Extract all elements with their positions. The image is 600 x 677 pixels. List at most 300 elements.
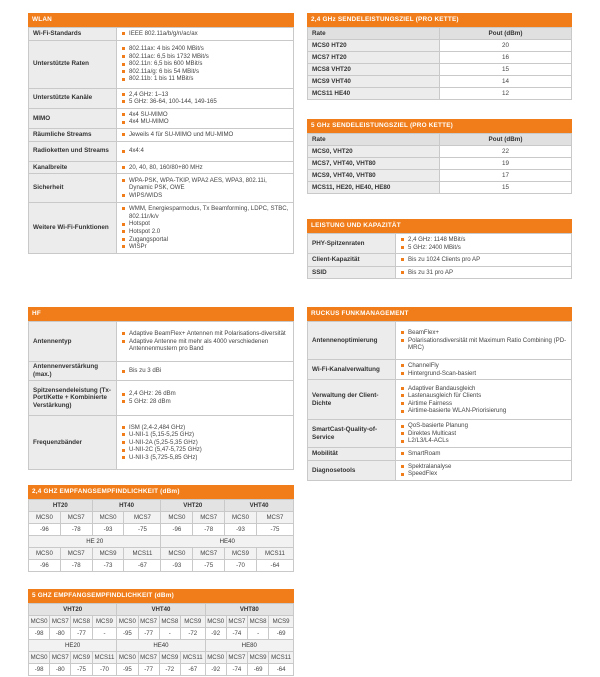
- rx-group-label: HT20: [29, 500, 93, 512]
- spec-label: Mobilität: [308, 448, 396, 461]
- rx-value-row: [29, 524, 294, 536]
- spec-item: 4x4 SU-MIMO: [121, 111, 289, 119]
- rx-mcs: MCS0: [29, 652, 50, 664]
- spec-item: 2,4 GHz: 1–13: [121, 91, 289, 99]
- tx-pout: 19: [440, 158, 572, 170]
- tx24-header: 2,4 GHz SENDELEISTUNGSZIEL (PRO KETTE): [307, 13, 572, 27]
- spec-label: SmartCast-Quality-of-Service: [308, 420, 396, 448]
- rx-mcs: MCS0: [161, 512, 193, 524]
- tx-pout: 12: [440, 88, 572, 100]
- rx5-header: 5 GHZ EMPFANGSEMPFINDLICHKEIT (dBm): [28, 589, 294, 603]
- hf-table: [28, 321, 294, 470]
- rx-mcs: MCS7: [60, 548, 92, 560]
- rx-value: -77: [71, 628, 92, 640]
- rx-group-label: HE40: [117, 640, 205, 652]
- rx-value: -64: [269, 664, 294, 676]
- perf-header: LEISTUNG UND KAPAZITÄT: [307, 219, 572, 233]
- tx-rate: MCS11 HE40: [308, 88, 440, 100]
- spec-list: [400, 329, 567, 352]
- spec-list: [121, 367, 289, 375]
- spec-value: [117, 203, 294, 254]
- spec-value: [117, 108, 294, 128]
- rx-group-label: HE 20: [29, 536, 161, 548]
- tx-pout: 20: [440, 40, 572, 52]
- rx-mcs: MCS11: [269, 652, 294, 664]
- rx-mcs: MCS11: [92, 652, 117, 664]
- tx-row: [308, 64, 572, 76]
- rx-group-row: [29, 500, 294, 512]
- spec-item: 2,4 GHz: 26 dBm: [121, 390, 289, 398]
- spec-label: Sicherheit: [29, 174, 117, 203]
- rx5-section: [28, 589, 294, 676]
- rx5-table: [28, 603, 294, 676]
- spec-value: [396, 254, 572, 267]
- spec-row: [29, 416, 294, 470]
- spec-row: [29, 322, 294, 362]
- hf-header: HF: [28, 307, 294, 321]
- rx-group-label: VHT80: [205, 604, 293, 616]
- tx-row: [308, 170, 572, 182]
- rx-mcs: MCS8: [248, 616, 269, 628]
- rx-mcs: MCS7: [138, 616, 159, 628]
- spec-item: Adaptive Antenne mit mehr als 4000 verschiedenen Antennenmustern pro Band: [121, 338, 289, 353]
- rx-value: -96: [29, 560, 61, 572]
- tx-pout: 15: [440, 182, 572, 194]
- rx-mcs-row: [29, 512, 294, 524]
- spec-list: [121, 390, 289, 405]
- rx-value: -74: [226, 664, 247, 676]
- spec-item: BeamFlex+: [400, 329, 567, 337]
- rx-value: -74: [226, 628, 247, 640]
- spec-row: [29, 362, 294, 381]
- rx-value: -96: [29, 524, 61, 536]
- spec-list: [400, 269, 567, 277]
- rx-mcs-row: [29, 548, 294, 560]
- spec-list: [400, 463, 567, 478]
- spec-row: [308, 360, 572, 380]
- spec-row: [308, 234, 572, 254]
- rx-mcs: MCS7: [226, 616, 247, 628]
- spec-item: Airtime-basierte WLAN-Priorisierung: [400, 407, 567, 415]
- rx-mcs: MCS0: [205, 616, 226, 628]
- tx-pout: 16: [440, 52, 572, 64]
- rx-mcs: MCS0: [29, 512, 61, 524]
- rx-value: -93: [225, 524, 257, 536]
- rx-mcs: MCS11: [256, 548, 293, 560]
- spec-item: Bis zu 1024 Clients pro AP: [400, 256, 567, 264]
- spec-label: Frequenzbänder: [29, 416, 117, 470]
- spec-list: [121, 424, 289, 462]
- spec-list: [121, 30, 289, 38]
- perf-table: [307, 233, 572, 279]
- spec-value: [396, 266, 572, 279]
- spec-value: [396, 234, 572, 254]
- rx-value: -69: [269, 628, 294, 640]
- spec-list: [121, 45, 289, 83]
- rx-mcs: MCS0: [29, 548, 61, 560]
- spec-row: [29, 28, 294, 41]
- spec-item: 4x4:4: [121, 147, 289, 155]
- rx-group-label: VHT20: [29, 604, 117, 616]
- spec-item: Hotspot 2.0: [121, 228, 289, 236]
- spec-item: Jeweils 4 für SU-MIMO und MU-MIMO: [121, 131, 289, 139]
- rx-group-row: [29, 604, 294, 616]
- spec-value: [396, 460, 572, 480]
- spec-list: [121, 330, 289, 353]
- spec-item: Adaptiver Bandausgleich: [400, 385, 567, 393]
- tx-head-pout: Pout (dBm): [440, 134, 572, 146]
- rx-mcs: MCS0: [117, 616, 138, 628]
- rx-mcs: MCS7: [193, 548, 225, 560]
- spec-row: [308, 420, 572, 448]
- spec-label: Unterstützte Raten: [29, 40, 117, 88]
- spec-label: Diagnosetools: [308, 460, 396, 480]
- spec-item: 2,4 GHz: 1148 MBit/s: [400, 236, 567, 244]
- spec-item: U-NII-1 (5,15-5,25 GHz): [121, 431, 289, 439]
- spec-label: Client-Kapazität: [308, 254, 396, 267]
- rx24-header: 2,4 GHZ EMPFANGSEMPFINDLICHKEIT (dBm): [28, 485, 294, 499]
- spec-value: [396, 380, 572, 420]
- rx-group-label: VHT40: [117, 604, 205, 616]
- spec-row: [308, 460, 572, 480]
- rx-mcs: MCS7: [256, 512, 293, 524]
- spec-value: [117, 28, 294, 41]
- rx-value: -: [248, 628, 269, 640]
- spec-value: [396, 322, 572, 360]
- spec-item: Spektralanalyse: [400, 463, 567, 471]
- spec-value: [117, 322, 294, 362]
- spec-item: Hotspot: [121, 220, 289, 228]
- rx-value: -98: [29, 628, 50, 640]
- rx-group-row: [29, 640, 294, 652]
- rx-mcs-row: [29, 652, 294, 664]
- rx-value: -77: [138, 664, 159, 676]
- spec-label: Kanalbreite: [29, 161, 117, 174]
- rx-value: -: [92, 628, 117, 640]
- spec-label: Unterstützte Kanäle: [29, 88, 117, 108]
- rx-value: -69: [248, 664, 269, 676]
- rx-value: -93: [92, 524, 124, 536]
- spec-row: [29, 381, 294, 416]
- rx-mcs: MCS0: [117, 652, 138, 664]
- rx-value: -73: [92, 560, 124, 572]
- tx24-table: [307, 27, 572, 100]
- spec-value: [396, 448, 572, 461]
- tx5-section: [307, 119, 572, 194]
- spec-row: [29, 141, 294, 161]
- tx-head: [308, 134, 572, 146]
- rx-mcs: MCS11: [180, 652, 205, 664]
- rx-mcs: MCS7: [226, 652, 247, 664]
- ruckus-header: RUCKUS FUNKMANAGEMENT: [307, 307, 572, 321]
- spec-label: Weitere Wi-Fi-Funktionen: [29, 203, 117, 254]
- spec-list: [400, 422, 567, 445]
- spec-item: WIPS/WIDS: [121, 192, 289, 200]
- spec-value: [117, 88, 294, 108]
- tx-head-row: [308, 28, 572, 40]
- spec-row: [29, 88, 294, 108]
- tx5-header: 5 GHz SENDELEISTUNGSZIEL (PRO KETTE): [307, 119, 572, 133]
- spec-item: IEEE 802.11a/b/g/n/ac/ax: [121, 30, 289, 38]
- perf-section: [307, 219, 572, 279]
- tx-rate: MCS7 HT20: [308, 52, 440, 64]
- spec-item: Airtime Fairness: [400, 400, 567, 408]
- tx-row: [308, 182, 572, 194]
- rx-mcs: MCS7: [124, 512, 161, 524]
- rx-value-row: [29, 628, 294, 640]
- spec-list: [121, 111, 289, 126]
- rx-mcs: MCS9: [92, 616, 117, 628]
- rx-mcs: MCS0: [205, 652, 226, 664]
- rx-mcs: MCS9: [159, 652, 180, 664]
- spec-item: WISPr: [121, 243, 289, 251]
- hf-section: [28, 307, 294, 470]
- spec-value: [117, 141, 294, 161]
- tx-body: [308, 146, 572, 194]
- tx-rate: MCS0, VHT20: [308, 146, 440, 158]
- spec-value: [117, 416, 294, 470]
- spec-row: [308, 266, 572, 279]
- rx-value: -67: [180, 664, 205, 676]
- rx-value: -67: [124, 560, 161, 572]
- spec-label: Antennentyp: [29, 322, 117, 362]
- tx5-table: [307, 133, 572, 194]
- rx-mcs: MCS9: [71, 652, 92, 664]
- spec-item: 20, 40, 80, 160/80+80 MHz: [121, 164, 289, 172]
- spec-value: [117, 128, 294, 141]
- spec-item: 4x4 MU-MIMO: [121, 118, 289, 126]
- rx-value: -: [159, 628, 180, 640]
- spec-list: [400, 256, 567, 264]
- spec-list: [121, 131, 289, 139]
- tx-rate: MCS11, HE20, HE40, HE80: [308, 182, 440, 194]
- spec-row: [29, 174, 294, 203]
- rx-mcs: MCS8: [71, 616, 92, 628]
- rx-mcs-row: [29, 616, 294, 628]
- tx-row: [308, 52, 572, 64]
- ruckus-section: [307, 307, 572, 481]
- rx-mcs: MCS9: [92, 548, 124, 560]
- spec-item: Bis zu 31 pro AP: [400, 269, 567, 277]
- spec-item: 802.11a/g: 6 bis 54 MBit/s: [121, 68, 289, 76]
- spec-item: U-NII-2C (5,47-5,725 GHz): [121, 446, 289, 454]
- rx-value: -93: [161, 560, 193, 572]
- spec-item: 802.11b: 1 bis 11 MBit/s: [121, 75, 289, 83]
- spec-label: Wi-Fi-Standards: [29, 28, 117, 41]
- rx-group-label: VHT40: [225, 500, 294, 512]
- spec-row: [29, 128, 294, 141]
- spec-label: PHY-Spitzenraten: [308, 234, 396, 254]
- spec-list: [121, 177, 289, 200]
- tx-head-rate: Rate: [308, 134, 440, 146]
- spec-item: ISM (2,4-2,484 GHz): [121, 424, 289, 432]
- rx-mcs: MCS0: [161, 548, 193, 560]
- spec-item: Zugangsportal: [121, 236, 289, 244]
- tx-body: [308, 40, 572, 100]
- tx-pout: 17: [440, 170, 572, 182]
- rx-value: -77: [138, 628, 159, 640]
- rx-value: -96: [161, 524, 193, 536]
- rx-mcs: MCS7: [138, 652, 159, 664]
- spec-label: Spitzensendeleistung (Tx-Port/Kette + Kombinierte Verstärkung): [29, 381, 117, 416]
- tx24-section: [307, 13, 572, 100]
- rx-mcs: MCS9: [225, 548, 257, 560]
- tx-row: [308, 76, 572, 88]
- spec-list: [400, 236, 567, 251]
- rx24-section: [28, 485, 294, 572]
- spec-label: Antennenverstärkung (max.): [29, 362, 117, 381]
- tx-row: [308, 88, 572, 100]
- rx-value: -95: [117, 664, 138, 676]
- rx-mcs: MCS7: [50, 616, 71, 628]
- spec-row: [308, 254, 572, 267]
- spec-row: [308, 448, 572, 461]
- spec-item: 802.11n: 6,5 bis 600 MBit/s: [121, 60, 289, 68]
- rx-value: -75: [124, 524, 161, 536]
- spec-item: Lastenausgleich für Clients: [400, 392, 567, 400]
- spec-label: Radioketten und Streams: [29, 141, 117, 161]
- spec-item: Polarisationsdiversität mit Maximum Ratio Combining (PD-MRC): [400, 337, 567, 352]
- rx-value: -80: [50, 664, 71, 676]
- spec-label: Räumliche Streams: [29, 128, 117, 141]
- rx-mcs: MCS0: [225, 512, 257, 524]
- rx-value-row: [29, 664, 294, 676]
- rx-mcs: MCS0: [29, 616, 50, 628]
- tx-pout: 22: [440, 146, 572, 158]
- rx-value: -95: [117, 628, 138, 640]
- spec-item: Hintergrund-Scan-basiert: [400, 370, 567, 378]
- wlan-section: [28, 13, 294, 254]
- spec-row: [308, 322, 572, 360]
- tx-row: [308, 146, 572, 158]
- spec-item: WPA-PSK, WPA-TKIP, WPA2 AES, WPA3, 802.11i, Dynamic PSK, OWE: [121, 177, 289, 192]
- rx-mcs: MCS0: [92, 512, 124, 524]
- spec-item: 5 GHz: 2400 MBit/s: [400, 244, 567, 252]
- spec-item: SmartRoam: [400, 450, 567, 458]
- rx-mcs: MCS7: [60, 512, 92, 524]
- rx-value: -78: [60, 560, 92, 572]
- rx-mcs: MCS11: [124, 548, 161, 560]
- rx-group-label: HT40: [92, 500, 161, 512]
- spec-list: [400, 385, 567, 415]
- spec-row: [29, 203, 294, 254]
- spec-value: [117, 362, 294, 381]
- rx-value: -70: [92, 664, 117, 676]
- spec-list: [121, 91, 289, 106]
- spec-item: L2/L3/L4-ACLs: [400, 437, 567, 445]
- spec-list: [400, 362, 567, 377]
- rx-value: -98: [29, 664, 50, 676]
- rx-mcs: MCS9: [269, 616, 294, 628]
- rx-mcs: MCS8: [159, 616, 180, 628]
- tx-head-pout: Pout (dBm): [440, 28, 572, 40]
- spec-item: WMM, Energiesparmodus, Tx Beamforming, LDPC, STBC, 802.11r/k/v: [121, 205, 289, 220]
- rx-group-label: HE20: [29, 640, 117, 652]
- spec-item: 5 GHz: 36-64, 100-144, 149-165: [121, 98, 289, 106]
- tx-pout: 14: [440, 76, 572, 88]
- rx-mcs: MCS9: [180, 616, 205, 628]
- spec-list: [121, 147, 289, 155]
- tx-head-rate: Rate: [308, 28, 440, 40]
- spec-item: Adaptive BeamFlex+ Antennen mit Polarisations-diversität: [121, 330, 289, 338]
- rx24-table: [28, 499, 294, 572]
- rx-group-label: HE40: [161, 536, 294, 548]
- rx-value: -92: [205, 664, 226, 676]
- tx-rate: MCS9, VHT40, VHT80: [308, 170, 440, 182]
- spec-label: MIMO: [29, 108, 117, 128]
- spec-label: Wi-Fi-Kanalverwaltung: [308, 360, 396, 380]
- spec-label: Antennenoptimierung: [308, 322, 396, 360]
- rx-mcs: MCS7: [50, 652, 71, 664]
- spec-value: [117, 40, 294, 88]
- rx-value-row: [29, 560, 294, 572]
- spec-list: [121, 164, 289, 172]
- spec-item: U-NII-2A (5,25-5,35 GHz): [121, 439, 289, 447]
- rx-value: -92: [205, 628, 226, 640]
- spec-row: [308, 380, 572, 420]
- rx-value: -70: [225, 560, 257, 572]
- tx-rate: MCS9 VHT40: [308, 76, 440, 88]
- rx-value: -64: [256, 560, 293, 572]
- tx-rate: MCS7, VHT40, VHT80: [308, 158, 440, 170]
- spec-value: [117, 381, 294, 416]
- tx-row: [308, 158, 572, 170]
- rx-value: -72: [180, 628, 205, 640]
- spec-item: 802.11ac: 6,5 bis 1732 MBit/s: [121, 53, 289, 61]
- tx-pout: 15: [440, 64, 572, 76]
- rx-mcs: MCS7: [193, 512, 225, 524]
- spec-item: QoS-basierte Planung: [400, 422, 567, 430]
- spec-label: SSID: [308, 266, 396, 279]
- tx-row: [308, 40, 572, 52]
- wlan-header: WLAN: [28, 13, 294, 27]
- tx-rate: MCS8 VHT20: [308, 64, 440, 76]
- spec-item: 5 GHz: 28 dBm: [121, 398, 289, 406]
- spec-list: [400, 450, 567, 458]
- wlan-table: [28, 27, 294, 254]
- spec-value: [117, 161, 294, 174]
- rx-value: -75: [193, 560, 225, 572]
- tx-head-row: [308, 134, 572, 146]
- rx-value: -75: [256, 524, 293, 536]
- rx-value: -80: [50, 628, 71, 640]
- rx-value: -72: [159, 664, 180, 676]
- spec-item: 802.11ax: 4 bis 2400 MBit/s: [121, 45, 289, 53]
- spec-value: [117, 174, 294, 203]
- rx-mcs: MCS9: [248, 652, 269, 664]
- spec-value: [396, 360, 572, 380]
- spec-list: [121, 205, 289, 251]
- spec-label: Verwaltung der Client-Dichte: [308, 380, 396, 420]
- spec-item: Bis zu 3 dBi: [121, 367, 289, 375]
- spec-value: [396, 420, 572, 448]
- spec-row: [29, 108, 294, 128]
- rx-value: -75: [71, 664, 92, 676]
- rx-value: -78: [60, 524, 92, 536]
- rx-group-label: HE80: [205, 640, 293, 652]
- spec-item: SpeedFlex: [400, 470, 567, 478]
- spec-row: [29, 161, 294, 174]
- ruckus-table: [307, 321, 572, 481]
- spec-item: ChannelFly: [400, 362, 567, 370]
- spec-row: [29, 40, 294, 88]
- tx-head: [308, 28, 572, 40]
- rx-group-row: [29, 536, 294, 548]
- rx-group-label: VHT20: [161, 500, 225, 512]
- spec-item: Direktes Multicast: [400, 430, 567, 438]
- rx-value: -78: [193, 524, 225, 536]
- tx-rate: MCS0 HT20: [308, 40, 440, 52]
